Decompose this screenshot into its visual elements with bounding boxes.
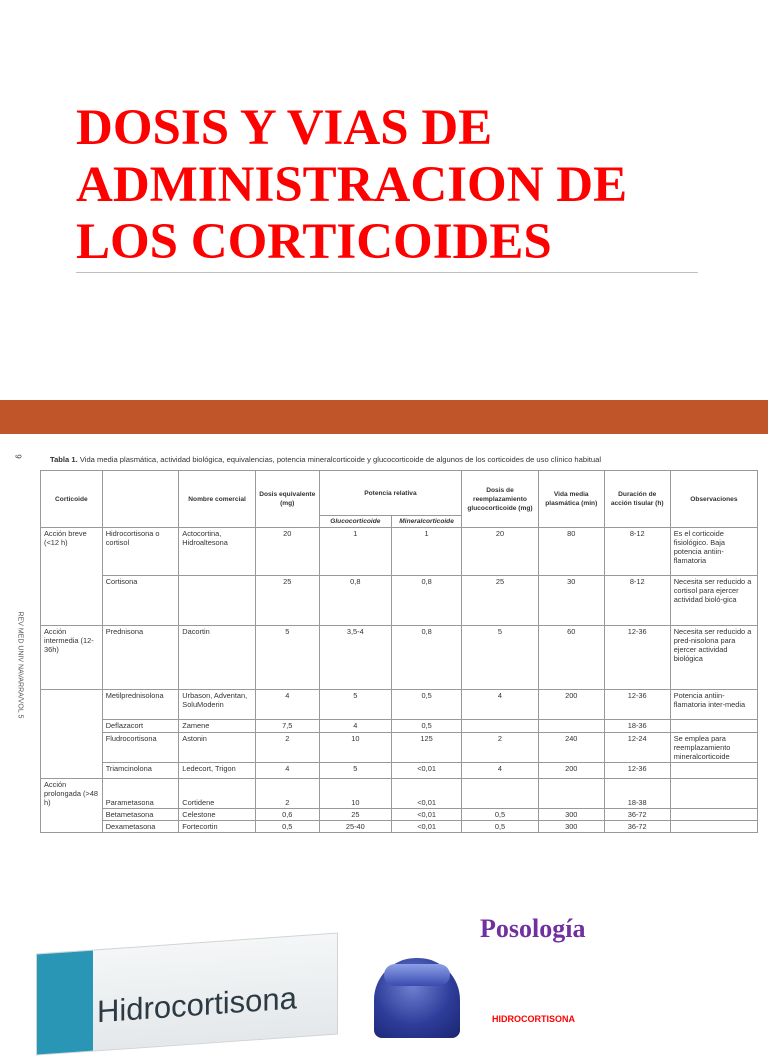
box-brand-text: Hidrocortisona <box>97 980 297 1030</box>
cell-gluco: 5 <box>319 690 391 720</box>
cell-mineral: <0,01 <box>391 821 461 833</box>
corticoid-table <box>40 470 758 833</box>
group-label: Acción intermedia (12-36h) <box>41 626 103 690</box>
cell-duracion: 12-36 <box>604 626 670 690</box>
cell-nombre: Dacortin <box>179 626 256 690</box>
cell-nombre <box>179 576 256 626</box>
cell-gluco: 4 <box>319 720 391 733</box>
cell-obs: Se emplea para reemplazamiento mineralcorticoide <box>670 733 757 763</box>
table-row <box>41 821 758 833</box>
table-row <box>41 809 758 821</box>
cell-gluco: 10 <box>319 733 391 763</box>
cell-duracion: 8-12 <box>604 528 670 576</box>
cell-nombre: Zamene <box>179 720 256 733</box>
cell-duracion: 18-36 <box>604 720 670 733</box>
cell-farmaco: Parametasona <box>102 779 179 809</box>
cell-reemplazo: 5 <box>462 626 539 690</box>
cell-mineral: <0,01 <box>391 763 461 779</box>
cell-duracion: 36-72 <box>604 809 670 821</box>
header-vida-media: Vida media plasmática (min) <box>538 471 604 528</box>
cell-gluco: 3,5-4 <box>319 626 391 690</box>
table-row <box>41 626 758 690</box>
cell-duracion: 12-36 <box>604 690 670 720</box>
caption-label: Tabla 1. <box>50 455 78 464</box>
cell-vida: 60 <box>538 626 604 690</box>
cell-dosis: 25 <box>255 576 319 626</box>
cell-farmaco: Prednisona <box>102 626 179 690</box>
vial-label: HIDROCORTISONA <box>492 1014 575 1024</box>
header-dosis-reemplazo: Dosis de reemplazamiento glucocorticoide (mg) <box>462 471 539 528</box>
cell-obs <box>670 779 757 809</box>
cell-vida <box>538 779 604 809</box>
cell-gluco: 25-40 <box>319 821 391 833</box>
box-stripe <box>37 951 93 1055</box>
group-label: Acción breve (<12 h) <box>41 528 103 626</box>
cell-mineral: 0,5 <box>391 690 461 720</box>
header-observaciones: Observaciones <box>670 471 757 528</box>
table-row <box>41 528 758 576</box>
cell-dosis: 2 <box>255 733 319 763</box>
cell-nombre: Actocortina, Hidroaltesona <box>179 528 256 576</box>
header-farmaco <box>102 471 179 528</box>
header-duracion: Duración de acción tisular (h) <box>604 471 670 528</box>
table-row <box>41 576 758 626</box>
cell-mineral: 0,8 <box>391 576 461 626</box>
cell-dosis: 0,5 <box>255 821 319 833</box>
cell-vida: 200 <box>538 690 604 720</box>
table-row <box>41 733 758 763</box>
page-number: 9 <box>13 454 23 459</box>
vial-image <box>374 958 460 1038</box>
table-image <box>10 448 762 853</box>
slide-title <box>76 100 716 271</box>
title-line-2: ADMINISTRACION DE <box>76 157 628 213</box>
title-line-1: DOSIS Y VIAS DE <box>76 100 493 156</box>
header-corticoide: Corticoide <box>41 471 103 528</box>
cell-reemplazo <box>462 779 539 809</box>
cell-obs <box>670 763 757 779</box>
table-row <box>41 763 758 779</box>
cell-dosis: 0,6 <box>255 809 319 821</box>
group-label: Acción prolongada (>48 h) <box>41 779 103 833</box>
cell-obs: Necesita ser reducido a pred-nisolona para ejercer actividad biológica <box>670 626 757 690</box>
table-caption <box>50 455 601 464</box>
cell-farmaco: Triamcinolona <box>102 763 179 779</box>
cell-reemplazo: 25 <box>462 576 539 626</box>
cell-vida: 80 <box>538 528 604 576</box>
cell-obs <box>670 720 757 733</box>
cell-farmaco: Hidrocortisona o cortisol <box>102 528 179 576</box>
cell-dosis: 20 <box>255 528 319 576</box>
cell-obs <box>670 821 757 833</box>
cell-duracion: 18-38 <box>604 779 670 809</box>
cell-dosis: 5 <box>255 626 319 690</box>
cell-nombre: Ledecort, Trigon <box>179 763 256 779</box>
cell-nombre: Urbason, Adventan, SoluModerin <box>179 690 256 720</box>
cell-farmaco: Betametasona <box>102 809 179 821</box>
group-label-empty <box>41 690 103 779</box>
cell-duracion: 8-12 <box>604 576 670 626</box>
cell-duracion: 12-24 <box>604 733 670 763</box>
cell-nombre: Cortidene <box>179 779 256 809</box>
cell-gluco: 5 <box>319 763 391 779</box>
cell-mineral: <0,01 <box>391 779 461 809</box>
cell-duracion: 12-36 <box>604 763 670 779</box>
cell-mineral: <0,01 <box>391 809 461 821</box>
cell-reemplazo: 2 <box>462 733 539 763</box>
title-line-3: LOS CORTICOIDES <box>76 214 552 270</box>
cell-reemplazo: 0,5 <box>462 821 539 833</box>
cell-dosis: 4 <box>255 690 319 720</box>
title-divider <box>76 272 698 273</box>
header-glucocorticoide: Glucocorticoide <box>319 516 391 528</box>
cell-mineral: 1 <box>391 528 461 576</box>
vial-cap <box>384 964 450 986</box>
cell-mineral: 0,8 <box>391 626 461 690</box>
table-row <box>41 690 758 720</box>
caption-text: Vida media plasmática, actividad biológica, equivalencias, potencia mineralcorticoide y glucocorticoide de algunos de los corticoides de uso clínico habitual <box>77 455 602 464</box>
header-potencia-relativa: Potencia relativa <box>319 471 462 516</box>
cell-dosis: 4 <box>255 763 319 779</box>
cell-farmaco: Cortisona <box>102 576 179 626</box>
journal-reference: REV MED UNIV NAVARRA/VOL 5 <box>16 611 24 719</box>
cell-reemplazo: 20 <box>462 528 539 576</box>
cell-obs: Necesita ser reducido a cortisol para ejercer actividad bioló-gica <box>670 576 757 626</box>
cell-mineral: 0,5 <box>391 720 461 733</box>
hydrocortisone-box-image <box>36 932 338 1055</box>
cell-reemplazo: 4 <box>462 763 539 779</box>
cell-dosis: 2 <box>255 779 319 809</box>
cell-vida: 200 <box>538 763 604 779</box>
cell-obs: Potencia antiin-flamatoria inter-media <box>670 690 757 720</box>
cell-mineral: 125 <box>391 733 461 763</box>
cell-vida: 240 <box>538 733 604 763</box>
cell-farmaco: Metilprednisolona <box>102 690 179 720</box>
cell-farmaco: Dexametasona <box>102 821 179 833</box>
cell-gluco: 1 <box>319 528 391 576</box>
cell-farmaco: Fludrocortisona <box>102 733 179 763</box>
cell-gluco: 10 <box>319 779 391 809</box>
cell-nombre: Fortecortin <box>179 821 256 833</box>
cell-reemplazo <box>462 720 539 733</box>
cell-duracion: 36-72 <box>604 821 670 833</box>
cell-vida: 300 <box>538 809 604 821</box>
cell-reemplazo: 0,5 <box>462 809 539 821</box>
header-nombre-comercial: Nombre comercial <box>179 471 256 528</box>
header-dosis-equivalente: Dosis equivalente (mg) <box>255 471 319 528</box>
cell-dosis: 7,5 <box>255 720 319 733</box>
cell-vida: 30 <box>538 576 604 626</box>
cell-nombre: Astonin <box>179 733 256 763</box>
cell-gluco: 0,8 <box>319 576 391 626</box>
table-side-margin <box>10 448 36 853</box>
cell-obs: Es el corticoide fisiológico. Baja potencia antiin-flamatoria <box>670 528 757 576</box>
cell-vida <box>538 720 604 733</box>
cell-reemplazo: 4 <box>462 690 539 720</box>
cell-vida: 300 <box>538 821 604 833</box>
header-mineralcorticoide: Mineralcorticoide <box>391 516 461 528</box>
table-row <box>41 720 758 733</box>
cell-obs <box>670 809 757 821</box>
cell-farmaco: Deflazacort <box>102 720 179 733</box>
cell-nombre: Celestone <box>179 809 256 821</box>
accent-band <box>0 400 768 434</box>
table-row <box>41 779 758 809</box>
posologia-heading: Posología <box>480 914 586 943</box>
cell-gluco: 25 <box>319 809 391 821</box>
